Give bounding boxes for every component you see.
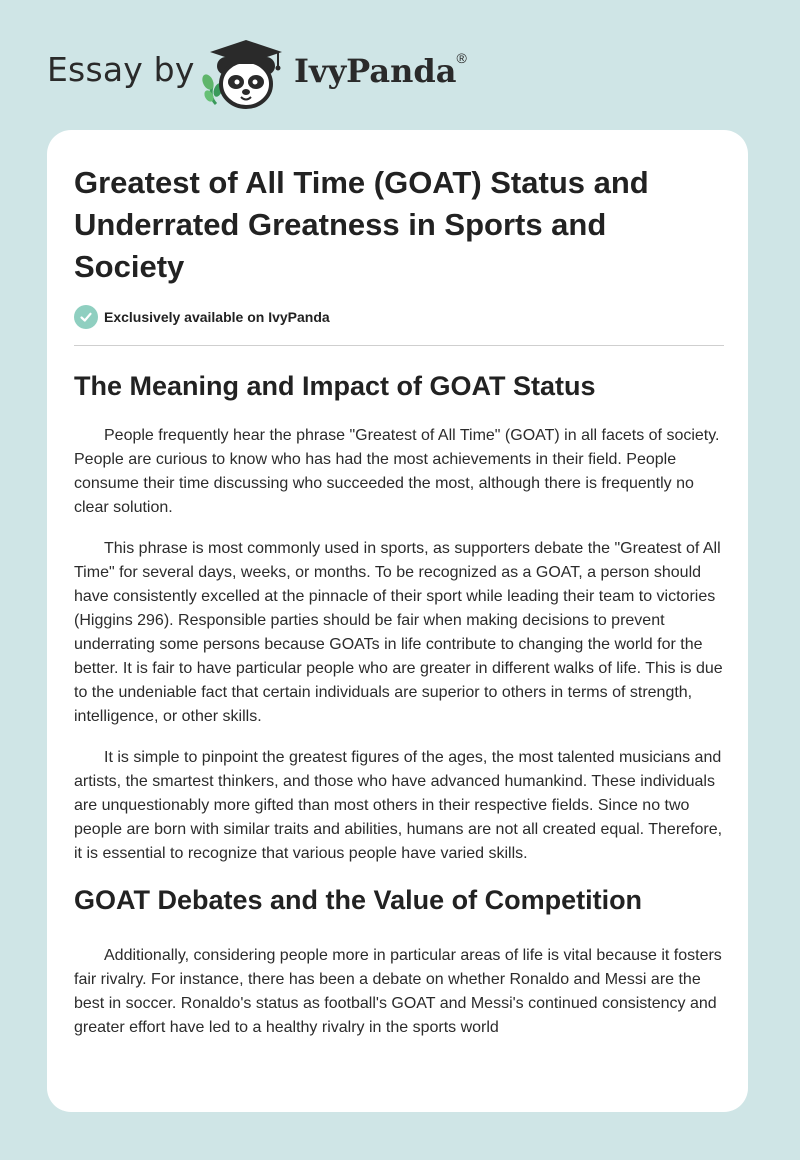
exclusive-text: Exclusively available on IvyPanda [104, 309, 330, 325]
paragraph: Additionally, considering people more in particular areas of life is vital because it fosters fair rivalry. For instance, there has been a debate on whether Ronaldo and Messi are the best in soccer. Ronaldo's status as football's GOAT and Messi's continued consistency and greater effort have led to a healthy rivalry in the sports world [74, 947, 722, 1036]
ivypanda-logo-icon[interactable] [200, 34, 290, 110]
check-circle-icon [74, 305, 98, 329]
registered-mark: ® [456, 50, 467, 66]
section-heading: GOAT Debates and the Value of Competition [74, 885, 643, 915]
essay-by-label: Essay by [47, 50, 195, 89]
paragraph: People frequently hear the phrase "Greatest of All Time" (GOAT) in all facets of society. People are curious to know who has had the most achievements in their field. People consume their time discussing who succeeded the most, although there is frequently no clear solution. [74, 427, 720, 516]
paragraph: This phrase is most commonly used in sports, as supporters debate the "Greatest of All Time" for several days, weeks, or months. To be recognized as a GOAT, a person should have consistently excelled at the pinnacle of their sport while leading their team to victories (Higgins 296). Responsible parties should be fair when making decisions to prevent underrating some persons because GOATs in life contribute to changing the world for the better. It is fair to have particular people who are greater in different walks of life. This is due to the undeniable fact that certain individuals are superior to others in terms of strength, intelligence, or other skills. [74, 540, 723, 725]
section-heading: The Meaning and Impact of GOAT Status [74, 371, 596, 401]
essay-title: Greatest of All Time (GOAT) Status and Underrated Greatness in Sports and Society [74, 165, 649, 284]
brand-name[interactable] [294, 52, 467, 90]
brand-text: IvyPanda [294, 52, 457, 90]
essay-content [74, 162, 724, 1040]
site-header [0, 0, 800, 125]
essay-card [47, 130, 748, 1112]
paragraph: It is simple to pinpoint the greatest figures of the ages, the most talented musicians and artists, the smartest thinkers, and those who have advanced humankind. These individuals are unquestionably more gifted than most others in their respective fields. Since no two people are born with similar traits and abilities, humans are not all created equal. Therefore, it is essential to recognize that various people have varied skills. [74, 749, 723, 862]
exclusive-badge [74, 304, 724, 330]
divider [74, 345, 724, 346]
